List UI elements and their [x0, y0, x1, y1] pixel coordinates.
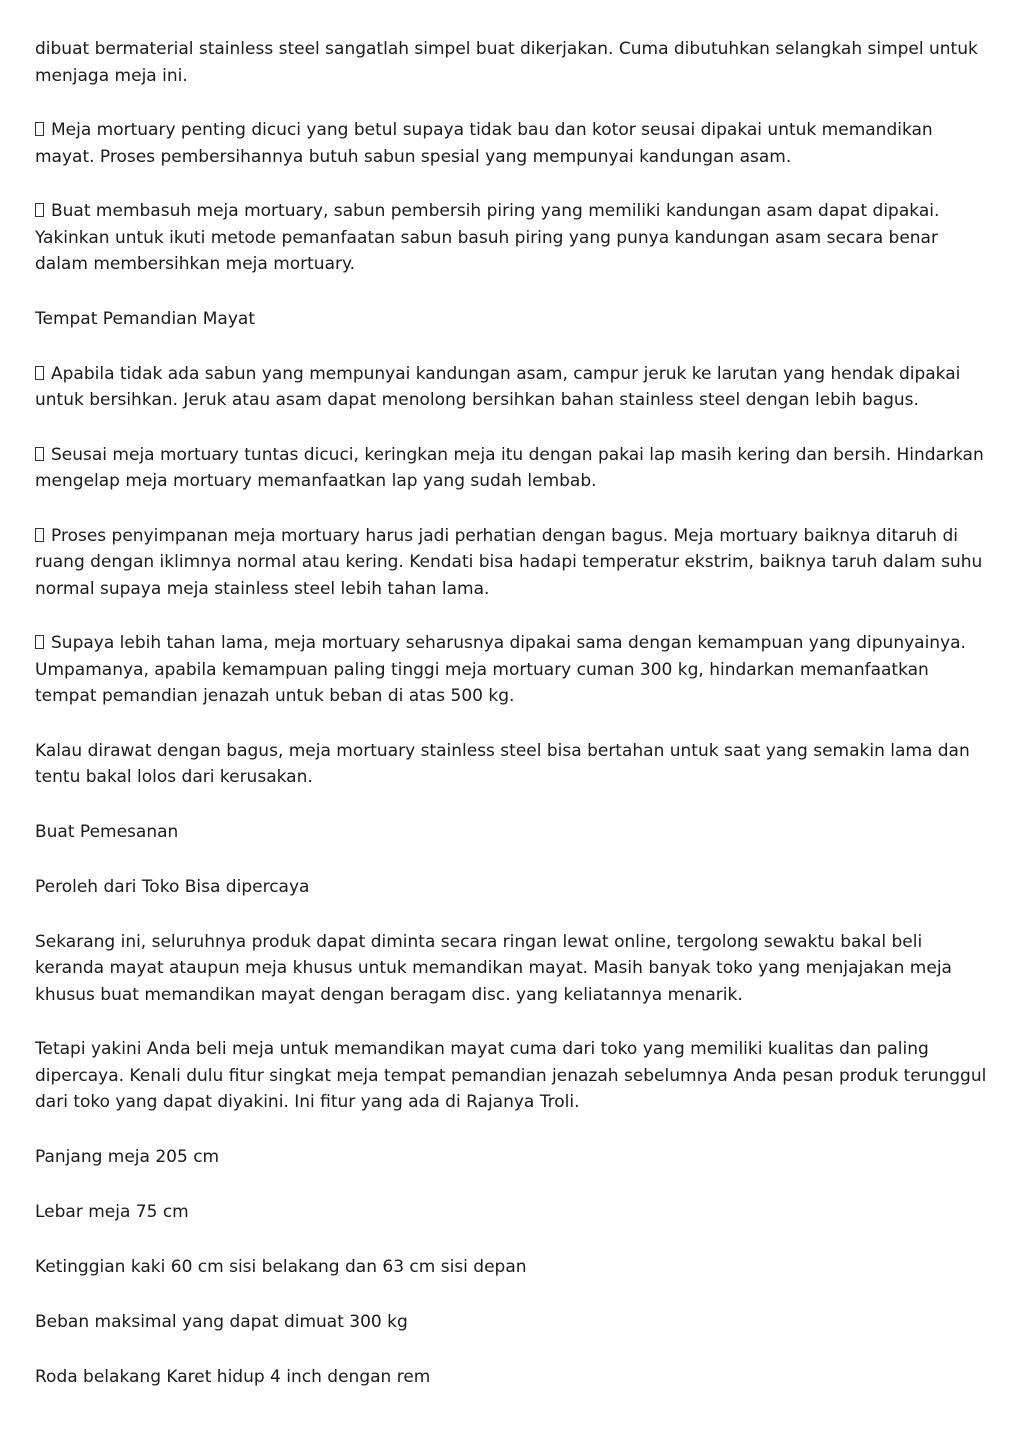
paragraph-text: Supaya lebih tahan lama, meja mortuary seharusnya dipakai sama dengan kemampuan yang dipunyainya. Umpamanya, apabila kemampuan paling tinggi meja mortuary cuman 300 kg, hindarkan memanfaatkan tempat pemandian jenazah untuk beban di atas 500 kg. — [35, 633, 966, 706]
paragraph-text: Tempat Pemandian Mayat — [35, 308, 255, 329]
paragraph-text: Beban maksimal yang dapat dimuat 300 kg — [35, 1311, 408, 1332]
bullet-paragraph — [35, 361, 995, 414]
spec-item — [35, 1199, 995, 1226]
bullet-paragraph — [35, 198, 995, 278]
paragraph-text: Lebar meja 75 cm — [35, 1201, 189, 1222]
paragraph — [35, 929, 995, 1009]
paragraph — [35, 1036, 995, 1116]
paragraph-text: Tetapi yakini Anda beli meja untuk memandikan mayat cuma dari toko yang memiliki kualitas dan paling dipercaya. Kenali dulu fitur singkat meja tempat pemandian jenazah sebelumnya Anda pesan produk terunggul dari toko yang dapat diyakini. Ini fitur yang ada di Rajanya Troli. — [35, 1039, 987, 1112]
missing-glyph-box-icon — [35, 635, 44, 649]
missing-glyph-box-icon — [35, 447, 44, 461]
paragraph-text: Apabila tidak ada sabun yang mempunyai kandungan asam, campur jeruk ke larutan yang hendak dipakai untuk bersihkan. Jeruk atau asam dapat menolong bersihkan bahan stainless steel dengan lebih bagus. — [35, 363, 961, 410]
paragraph-text: Kalau dirawat dengan bagus, meja mortuary stainless steel bisa bertahan untuk saat yang semakin lama dan tentu bakal lolos dari kerusakan. — [35, 740, 970, 787]
paragraph-text: Peroleh dari Toko Bisa dipercaya — [35, 876, 310, 897]
bullet-paragraph — [35, 523, 995, 603]
paragraph-text: dibuat bermaterial stainless steel sangatlah simpel buat dikerjakan. Cuma dibutuhkan selangkah simpel untuk menjaga meja ini. — [35, 39, 978, 86]
paragraph — [35, 738, 995, 791]
missing-glyph-box-icon — [35, 366, 44, 380]
bullet-paragraph — [35, 117, 995, 170]
missing-glyph-box-icon — [35, 122, 44, 136]
paragraph-text: Roda belakang Karet hidup 4 inch dengan rem — [35, 1366, 431, 1387]
paragraph-text: Buat Pemesanan — [35, 821, 179, 842]
section-heading — [35, 819, 995, 846]
document-page — [35, 36, 995, 1419]
paragraph-text: Proses penyimpanan meja mortuary harus jadi perhatian dengan bagus. Meja mortuary baiknya ditaruh di ruang dengan iklimnya normal atau kering. Kendati bisa hadapi temperatur ekstrim, baiknya taruh dalam suhu normal supaya meja stainless steel lebih tahan lama. — [35, 525, 983, 599]
missing-glyph-box-icon — [35, 203, 44, 217]
paragraph-text: Seusai meja mortuary tuntas dicuci, keringkan meja itu dengan pakai lap masih kering dan bersih. Hindarkan mengelap meja mortuary memanfaatkan lap yang sudah lembab. — [35, 444, 984, 491]
spec-item — [35, 1254, 995, 1281]
spec-item — [35, 1144, 995, 1171]
spec-item — [35, 1364, 995, 1391]
section-heading — [35, 306, 995, 333]
spec-item — [35, 1309, 995, 1336]
paragraph-text: Panjang meja 205 cm — [35, 1146, 220, 1167]
paragraph-text: Ketinggian kaki 60 cm sisi belakang dan 63 cm sisi depan — [35, 1256, 527, 1277]
missing-glyph-box-icon — [35, 528, 44, 542]
paragraph-text: Meja mortuary penting dicuci yang betul supaya tidak bau dan kotor seusai dipakai untuk memandikan mayat. Proses pembersihannya butuh sabun spesial yang mempunyai kandungan asam. — [35, 120, 933, 167]
paragraph — [35, 36, 995, 89]
bullet-paragraph — [35, 630, 995, 710]
bullet-paragraph — [35, 442, 995, 495]
paragraph-text: Sekarang ini, seluruhnya produk dapat diminta secara ringan lewat online, tergolong sewaktu bakal beli keranda mayat ataupun meja khusus untuk memandikan mayat. Masih banyak toko yang menjajakan meja khusus buat memandikan mayat dengan beragam disc. yang keliatannya menarik. — [35, 931, 952, 1005]
section-heading — [35, 874, 995, 901]
paragraph-text: Buat membasuh meja mortuary, sabun pembersih piring yang memiliki kandungan asam dapat dipakai. Yakinkan untuk ikuti metode pemanfaatan sabun basuh piring yang punya kandungan asam secara benar dalam membersihkan meja mortuary. — [35, 201, 940, 274]
